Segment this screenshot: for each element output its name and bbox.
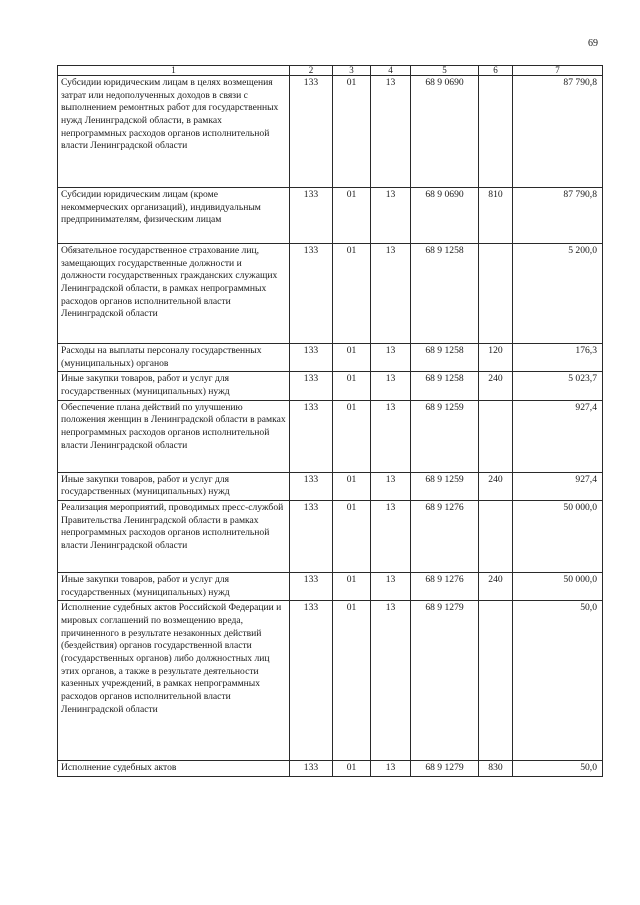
row-target: 68 9 1258 [411,244,479,344]
row-target: 68 9 1259 [411,472,479,500]
row-target: 68 9 1276 [411,572,479,600]
page-number: 69 [588,38,598,49]
table-row [58,76,603,188]
row-target: 68 9 0690 [411,76,479,188]
row-code: 133 [290,372,333,400]
row-type [479,400,513,472]
row-name: Субсидии юридическим лицам (кроме некоммерческих организаций), индивидуальным предпринимателям, физическим лицам [58,188,290,244]
row-subsection: 13 [371,472,411,500]
row-type [479,601,513,761]
row-type: 240 [479,472,513,500]
table-row [58,400,603,472]
row-type [479,76,513,188]
header-cell: 2 [290,66,333,76]
row-subsection: 13 [371,601,411,761]
row-amount: 5 200,0 [513,244,603,344]
row-amount: 87 790,8 [513,76,603,188]
row-code: 133 [290,761,333,777]
row-target: 68 9 1258 [411,372,479,400]
row-subsection: 13 [371,344,411,372]
row-amount: 927,4 [513,472,603,500]
row-section: 01 [333,500,371,572]
row-section: 01 [333,400,371,472]
row-target: 68 9 0690 [411,188,479,244]
row-amount: 50,0 [513,601,603,761]
header-cell: 7 [513,66,603,76]
header-cell: 6 [479,66,513,76]
row-type: 120 [479,344,513,372]
row-code: 133 [290,500,333,572]
row-subsection: 13 [371,500,411,572]
row-section: 01 [333,244,371,344]
row-amount: 87 790,8 [513,188,603,244]
row-section: 01 [333,572,371,600]
row-subsection: 13 [371,572,411,600]
row-amount: 5 023,7 [513,372,603,400]
table-header-row [58,66,603,76]
row-subsection: 13 [371,372,411,400]
row-subsection: 13 [371,761,411,777]
table-row [58,372,603,400]
row-target: 68 9 1279 [411,761,479,777]
row-subsection: 13 [371,400,411,472]
row-code: 133 [290,188,333,244]
header-cell: 4 [371,66,411,76]
header-cell: 1 [58,66,290,76]
table-row [58,244,603,344]
row-code: 133 [290,572,333,600]
table-row [58,188,603,244]
row-name: Иные закупки товаров, работ и услуг для государственных (муниципальных) нужд [58,372,290,400]
row-section: 01 [333,188,371,244]
row-name: Иные закупки товаров, работ и услуг для государственных (муниципальных) нужд [58,572,290,600]
row-name: Обеспечение плана действий по улучшению положения женщин в Ленинградской области в рамках непрограммных расходов органов исполнительной власти Ленинградской области [58,400,290,472]
row-section: 01 [333,76,371,188]
row-name: Расходы на выплаты персоналу государственных (муниципальных) органов [58,344,290,372]
table-row [58,344,603,372]
row-name: Исполнение судебных актов Российской Федерации и мировых соглашений по возмещению вреда, причиненного в результате незаконных действий (бездействия) органов государственной власти (государственных органов) либо должностных лиц этих органов, а также в результате деятельности казенных учреждений, в рамках непрограммных расходов органов исполнительной власти Ленинградской области [58,601,290,761]
row-amount: 50 000,0 [513,500,603,572]
row-type [479,244,513,344]
row-type: 810 [479,188,513,244]
row-section: 01 [333,372,371,400]
row-amount: 927,4 [513,400,603,472]
table-row [58,761,603,777]
row-amount: 176,3 [513,344,603,372]
row-name: Субсидии юридическим лицам в целях возмещения затрат или недополученных доходов в связи с выполнением ремонтных работ для государственных нужд Ленинградской области, в рамках непрограммных расходов органов исполнительной власти Ленинградской области [58,76,290,188]
row-name: Реализация мероприятий, проводимых пресс-службой Правительства Ленинградской области в рамках непрограммных расходов органов исполнительной власти Ленинградской области [58,500,290,572]
table-row [58,472,603,500]
row-amount: 50 000,0 [513,572,603,600]
row-type: 240 [479,572,513,600]
row-code: 133 [290,76,333,188]
row-code: 133 [290,601,333,761]
row-code: 133 [290,400,333,472]
row-subsection: 13 [371,244,411,344]
row-section: 01 [333,344,371,372]
row-type: 240 [479,372,513,400]
row-amount: 50,0 [513,761,603,777]
row-code: 133 [290,344,333,372]
row-type: 830 [479,761,513,777]
row-target: 68 9 1259 [411,400,479,472]
row-target: 68 9 1276 [411,500,479,572]
row-code: 133 [290,244,333,344]
table-row [58,572,603,600]
row-target: 68 9 1279 [411,601,479,761]
row-subsection: 13 [371,76,411,188]
header-cell: 3 [333,66,371,76]
table-row [58,500,603,572]
row-code: 133 [290,472,333,500]
header-cell: 5 [411,66,479,76]
table-row [58,601,603,761]
row-target: 68 9 1258 [411,344,479,372]
row-name: Иные закупки товаров, работ и услуг для государственных (муниципальных) нужд [58,472,290,500]
budget-table [57,65,603,777]
row-section: 01 [333,601,371,761]
row-name: Исполнение судебных актов [58,761,290,777]
row-name: Обязательное государственное страхование лиц, замещающих государственные должности и должности государственных гражданских служащих Ленинградской области, в рамках непрограммных расходов органов исполнительной власти Ленинградской области [58,244,290,344]
row-subsection: 13 [371,188,411,244]
row-type [479,500,513,572]
row-section: 01 [333,472,371,500]
row-section: 01 [333,761,371,777]
